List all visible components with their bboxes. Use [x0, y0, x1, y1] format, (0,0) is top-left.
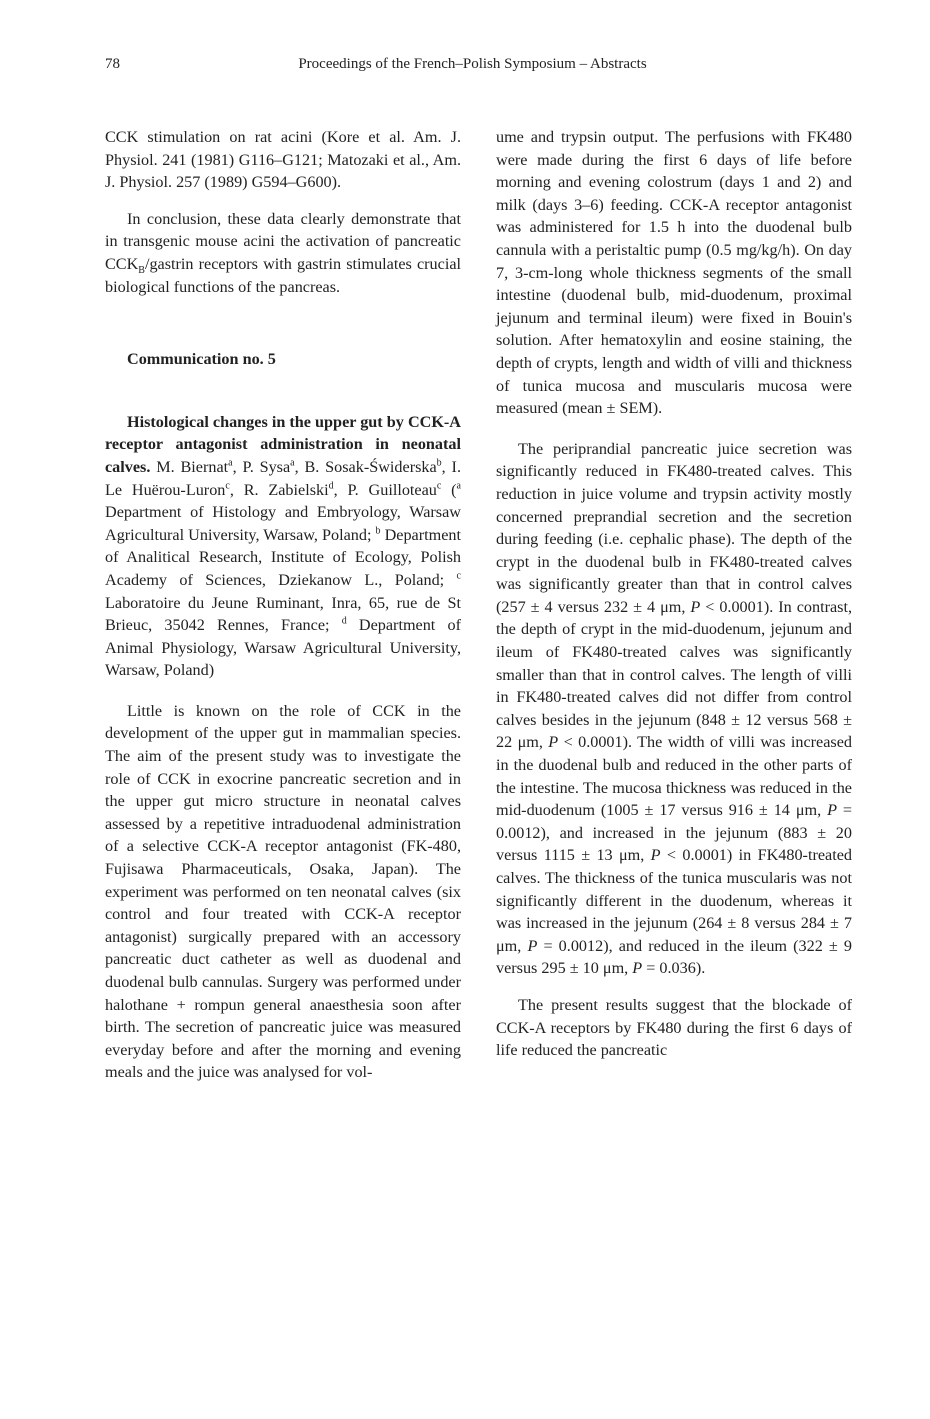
page-number: 78	[105, 56, 120, 72]
running-title: Proceedings of the French–Polish Symposium – Abstracts	[298, 56, 647, 72]
affiliations: ($^a$ Department of Histology and Embryology, Warsaw Agricultural University, Warsaw, Poland; $^b$ Department of Analitical Research, Institute of Ecology, Polish Academy of Sciences, Dziekanow L., Poland; $^c$ Laboratoire du Jeune Ruminant, Inra, 65, rue de St Brieuc, 35042 Rennes, France; $^d$ Department of Animal Physiology, Warsaw Agricultural University, Warsaw, Poland)	[105, 480, 461, 680]
left-column	[105, 126, 461, 1084]
paragraph-discussion: The present results suggest that the blockade of CCK-A receptors by FK480 during the first 6 days of life reduced the pancreatic	[496, 995, 852, 1060]
paragraph-methods: ume and trypsin output. The perfusions with FK480 were made during the first 6 days of life before morning and evening colostrum (days 1 and 2) and milk (days 3–6) feeding. CCK-A receptor antagonist was administered for 1.5 h into the duodenal bulb cannula with a peristaltic pump (0.5 mg/kg/h). On day 7, 3-cm-long whole thickness segments of the small intestine (duodenal bulb, mid-duodenum, proximal jejunum and terminal ileum) were fixed in Bouin's solution. After hematoxylin and eosine staining, the depth of crypts, length and width of villi and thickness of tunica mucosa and muscularis mucosa were measured (mean ± SEM).	[496, 128, 852, 418]
paragraph-cck-stimulation: CCK stimulation on rat acini (Kore et al. Am. J. Physiol. 241 (1981) G116–G121; Matozaki et al., Am. J. Physiol. 257 (1989) G594–G600).	[105, 128, 461, 192]
paragraph-introduction: Little is known on the role of CCK in the development of the upper gut in mammalian species. The aim of the present study was to investigate the role of CCK in exocrine pancreatic secretion and in the upper gut micro structure in neonatal calves assessed by a repetitive intraduodenal administration of a selective CCK-A receptor antagonist (FK-480, Fujisawa Pharmaceuticals, Osaka, Japan). The experiment was performed on ten neonatal calves (six control and four treated with CCK-A receptor antagonist) surgically prepared with an accessory pancreatic duct catheter as well as duodenal and duodenal bulb cannulas. Surgery was performed under halothane + rompun general anaesthesia soon after birth. The secretion of pancreatic juice was measured everyday before and after the morning and evening meals and the juice was analysed for vol-	[105, 701, 461, 1082]
paragraph-conclusion: In conclusion, these data clearly demonstrate that in transgenic mouse acini the activation of pancreatic $CCK_B$/gastrin receptors with gastrin stimulates crucial biological functions of the pancreas.	[105, 209, 461, 296]
abstract-title-block	[105, 411, 461, 682]
authors: M. Biernat$^a$, P. Sysa$^a$, B. Sosak-Świderska$^b$, I. Le Huërou-Luron$^c$, R. Zabielski$^d$, P. Guilloteau$^c$	[105, 457, 461, 499]
paragraph-results: The periprandial pancreatic juice secretion was significantly reduced in FK480-treated calves. This reduction in juice volume and trypsin activity mostly concerned preprandial secretion and the secretion during feeding (i.e. cephalic phase). The depth of the crypt in the duodenal bulb in FK480-treated calves was significantly greater than that in control calves (257 ± 4 versus 232 ± 4 μm, P < 0.0001). In contrast, the depth of crypt in the mid-duodenum, jejunum and ileum of FK480-treated calves was significantly smaller than that in control calves. The length of villi in FK480-treated calves did not differ from control calves besides in the jejunum (848 ± 12 versus 568 ± 22 μm, P < 0.0001). The width of villi was increased in the duodenal bulb and reduced in the other parts of the intestine. The mucosa thickness was reduced in the mid-duodenum (1005 ± 17 versus 916 ± 14 μm, P = 0.0012), and increased in the jejunum (883 ± 20 versus 1115 ± 13 μm, P < 0.0001) in FK480-treated calves. The thickness of the tunica muscularis was not significantly different in the duodenum, whereas it was increased in the jejunum (264 ± 8 versus 284 ± 7 μm, P = 0.0012), and reduced in the ileum (322 ± 9 versus 295 ± 10 μm, P = 0.036).	[496, 439, 853, 978]
right-column	[496, 126, 852, 1062]
abstract-title: Histological changes in the upper gut by CCK-A receptor antagonist administration in neonatal calves.	[105, 412, 461, 476]
communication-label: Communication no. 5	[127, 350, 276, 369]
